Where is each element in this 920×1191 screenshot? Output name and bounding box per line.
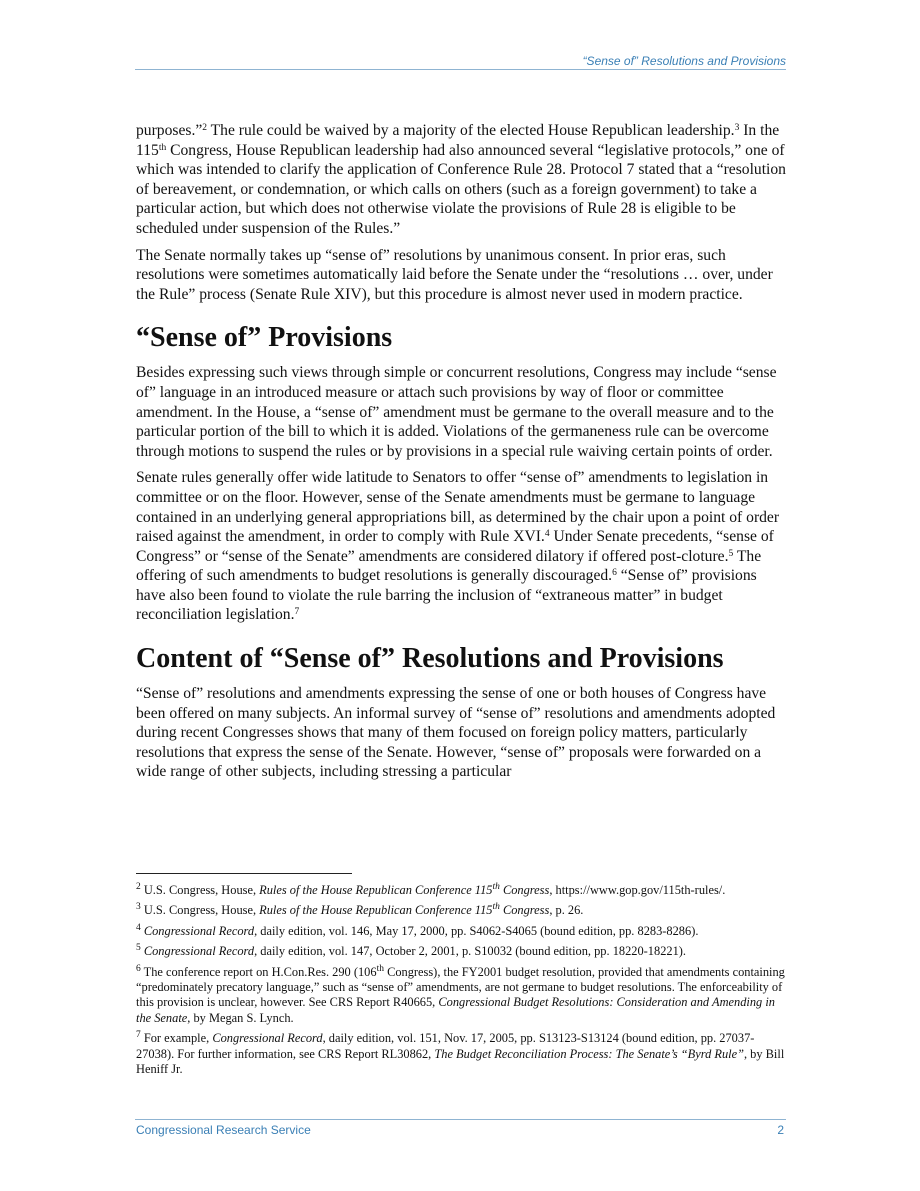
footnote-ref-2[interactable]: 2: [202, 123, 208, 133]
paragraph-senate-consent: The Senate normally takes up “sense of” resolutions by unanimous consent. In prior eras, such resolutions were sometimes automatically laid before the Senate under the “resolutions … over, under the Rule” process (Senate Rule XIV), but this procedure is almost never used in modern practice.: [136, 246, 773, 303]
paragraph-house-rules: purposes.”$^2$ The rule could be waived by a majority of the elected House Republican leadership.$^3$ In the 115th Congress, House Republican leadership had also announced several “legislative protocols,” one of which was intended to clarify the application of Conference Rule 28. Protocol 7 stated that a “resolution of bereavement, or condemnation, or which calls on others (such as a foreign government) to take a particular action, but which does not otherwise violate the provisions of Rule 28 is eligible to be scheduled under suspension of the Rules.”: [136, 122, 786, 237]
header-divider: [135, 69, 786, 70]
footnote-7: $^7$ For example, Congressional Record, daily edition, vol. 151, Nov. 17, 2005, pp. S13123-S13124 (bound edition, pp. 27037-27038). For further information, see CRS Report RL30862, The Budget Reconciliation Process: The Senate’s “Byrd Rule”, by Bill Heniff Jr.: [136, 1030, 785, 1077]
footnote-divider: [136, 873, 352, 874]
footer-organization: Congressional Research Service: [136, 1123, 311, 1137]
paragraph-provisions-house: Besides expressing such views through simple or concurrent resolutions, Congress may include “sense of” language in an introduced measure or attach such provisions by way of floor or committee amendment. In the House, a “sense of” amendment must be germane to the overall measure and to the particular portion of the bill to which it is added. Violations of the germaneness rule can be overcome through motions to suspend the rules or by provisions in a special rule waiving certain points of order.: [136, 364, 777, 460]
footnote-ref-5[interactable]: 5: [728, 548, 734, 559]
footnote-6: $^6$ The conference report on H.Con.Res. 290 (106th Congress), the FY2001 budget resolution, provided that amendments containing “predominately precatory language,” such as “sense of” amendments, are not germane to budget resolutions. The enforceability of this provision is unclear, however. See CRS Report R40665, Congressional Budget Resolutions: Consideration and Amending in the Senate, by Megan S. Lynch.: [136, 963, 785, 1025]
section-heading-sense-of-provisions: “Sense of” Provisions: [136, 322, 393, 354]
footnote-ref-7[interactable]: 7: [294, 607, 300, 618]
body-text: [136, 121, 786, 789]
footnote-5: $^5$ Congressional Record, daily edition, vol. 147, October 2, 2001, p. S10032 (bound edition, pp. 18220-18221).: [136, 943, 687, 959]
footnotes: [136, 883, 786, 1082]
footer-divider: [135, 1119, 786, 1120]
footnote-2: $^2$ U.S. Congress, House, Rules of the House Republican Conference 115th Congress, https://www.gop.gov/115th-rules/.: [136, 882, 726, 897]
ordinal-suffix: th: [158, 142, 167, 153]
footnote-ref-6[interactable]: 6: [612, 568, 617, 579]
paragraph-content-survey: “Sense of” resolutions and amendments expressing the sense of one or both houses of Congress have been offered on many subjects. An informal survey of “sense of” resolutions and amendments adopted during recent Congresses shows that many of them focused on foreign policy matters, particularly resolutions that express the sense of the Senate. However, “sense of” proposals were forwarded on a wide range of other subjects, including stressing a particular: [136, 685, 776, 781]
footnote-ref-3[interactable]: 3: [734, 123, 740, 133]
page-number: 2: [777, 1123, 784, 1137]
running-header: “Sense of” Resolutions and Provisions: [582, 54, 786, 68]
paragraph-provisions-senate: Senate rules generally offer wide latitude to Senators to offer “sense of” amendments to legislation in committee or on the floor. However, sense of the Senate amendments must be germane to language contained in an underlying general appropriations bill, as determined by the chair upon a point of order raised against the amendment, in order to comply with Rule XVI.$^4$ Under Senate precedents, “sense of Congress” or “sense of the Senate” amendments are considered dilatory if offered post-cloture.$^5$ The offering of such amendments to budget resolutions is generally discouraged.$^6$ “Sense of” provisions have also been found to violate the rule barring the inclusion of “extraneous matter” in budget reconciliation legislation.$^7$: [136, 469, 780, 624]
footnote-4: $^4$ Congressional Record, daily edition, vol. 146, May 17, 2000, pp. S4062-S4065 (bound edition, pp. 8283-8286).: [136, 922, 699, 938]
section-heading-content: Content of “Sense of” Resolutions and Provisions: [136, 643, 724, 675]
footnote-ref-4[interactable]: 4: [544, 529, 550, 540]
footnote-3: $^3$ U.S. Congress, House, Rules of the House Republican Conference 115th Congress, p. 26.: [136, 902, 584, 918]
